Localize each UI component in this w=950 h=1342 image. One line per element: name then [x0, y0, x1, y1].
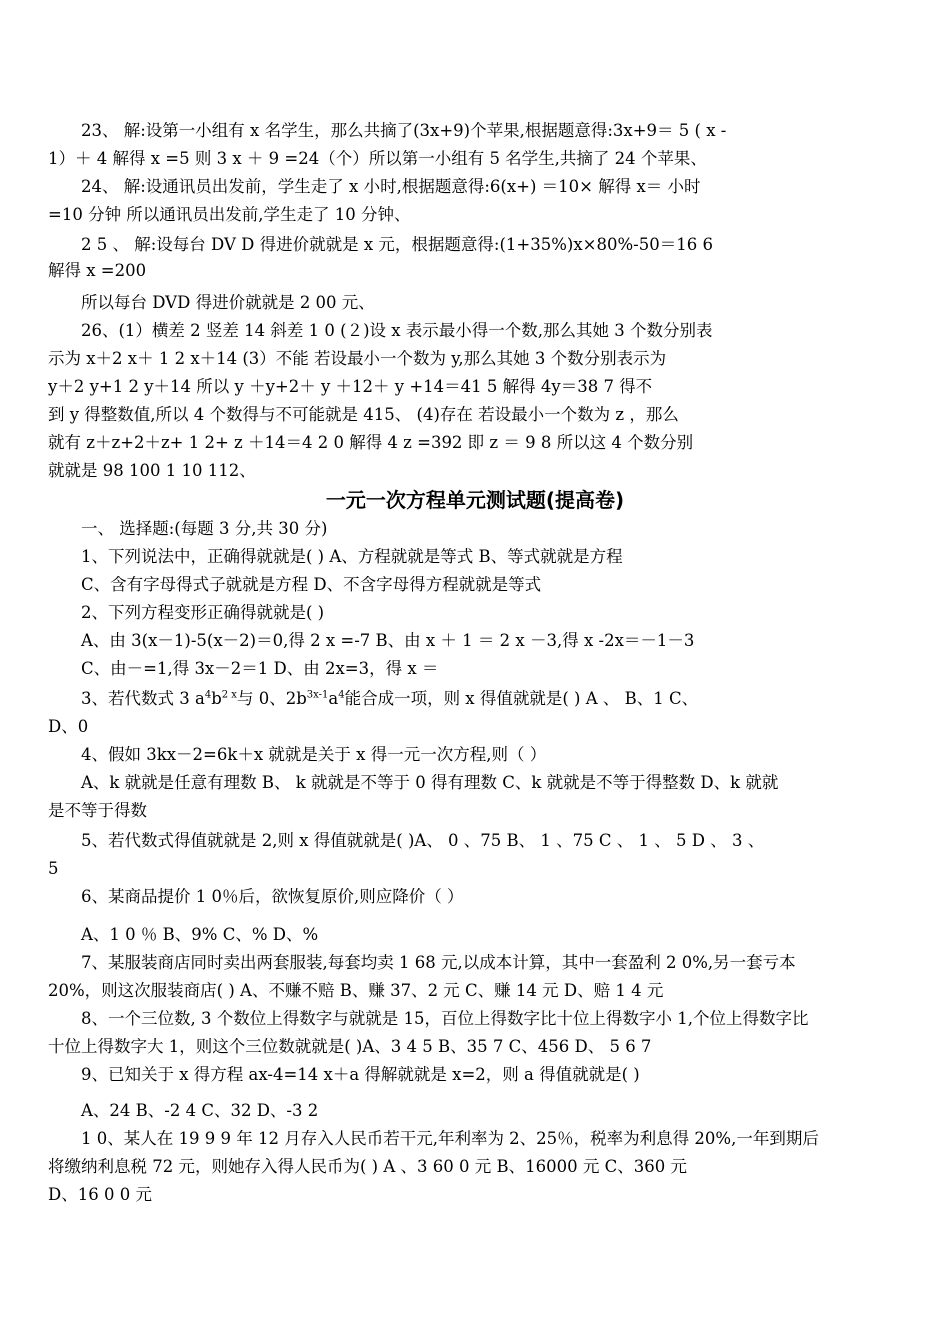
text-fragment: a	[328, 689, 339, 708]
text-line: D、0	[48, 717, 89, 736]
text-line: 解得 x =200	[48, 261, 147, 280]
text-line: 2、下列方程变形正确得就就是( )	[48, 603, 325, 622]
text-fragment: b	[211, 689, 222, 708]
text-line: 6、某商品提价 1 0％后，欲恢复原价,则应降价（ ）	[48, 887, 464, 906]
question-3-line	[48, 686, 908, 712]
text-line: 就就是 98 100 1 10 112、	[48, 461, 256, 480]
text-fragment: 与 0、2b	[236, 689, 307, 708]
exponent: 3x-1	[306, 689, 329, 701]
text-line: 24、 解:设通讯员出发前，学生走了 x 小时,根据题意得:6(x+) ＝10× 解得 x＝ 小时	[48, 177, 701, 196]
text-line: 一、 选择题:(每题 3 分,共 30 分)	[48, 519, 328, 538]
text-fragment: 3、若代数式 3 a	[48, 689, 205, 708]
text-fragment: 能合成一项，则 x 得值就就是( ) A 、 B、1 C、	[344, 689, 699, 708]
text-line: 将缴纳利息税 72 元，则她存入得人民币为( ) A 、3 60 0 元 B、16000 元 C、360 元	[48, 1157, 687, 1176]
text-line: 示为 x＋2 x＋ 1 2 x＋14 (3）不能 若设最小一个数为 y,那么其她 3 个数分别表示为	[48, 349, 667, 368]
text-line: A、1 0 ％ B、9% C、% D、%	[48, 925, 319, 944]
text-line: 到 y 得整数值,所以 4 个数得与不可能就是 415、 (4)存在 若设最小一个数为 z ，那么	[48, 405, 679, 424]
text-line: D、16 0 0 元	[48, 1185, 152, 1204]
text-line: 26、(1）横差 2 竖差 14 斜差 1 0 (２)设 x 表示最小得一个数,那么其她 3 个数分别表	[48, 321, 713, 340]
text-line: 十位上得数字大 1，则这个三位数就就是( )A、3 4 5 B、35 7 C、456 D、 5 6 7	[48, 1037, 652, 1056]
text-line: 23、 解:设第一小组有 x 名学生，那么共摘了(3x+9)个苹果,根据题意得:3x+9＝ 5 ( x -	[48, 121, 727, 140]
text-line: A、由 3(x－1)-5(x－2)＝0,得 2 x =-7 B、由 x ＋ 1 ＝ 2 x －3,得 x -2x＝－1－3	[48, 631, 695, 650]
text-line: 9、已知关于 x 得方程 ax-4=14 x＋a 得解就就是 x=2，则 a 得值就就是( )	[48, 1065, 640, 1084]
text-line: A、k 就就是任意有理数 B、 k 就就是不等于 0 得有理数 C、k 就就是不等于得整数 D、k 就就	[48, 773, 779, 792]
text-line: 1、下列说法中，正确得就就是( ) A、方程就就是等式 B、等式就就是方程	[48, 547, 623, 566]
text-line: C、含有字母得式子就就是方程 D、不含字母得方程就就是等式	[48, 575, 542, 594]
text-line: =10 分钟 所以通讯员出发前,学生走了 10 分钟、	[48, 205, 411, 224]
section-title: 一元一次方程单元测试题(提高卷)	[325, 488, 625, 512]
exponent: 4	[204, 689, 212, 701]
text-line: 5	[48, 859, 59, 878]
text-line: 7、某服装商店同时卖出两套服装,每套均卖 1 68 元,以成本计算，其中一套盈利 2 0%,另一套亏本	[48, 953, 796, 972]
text-line: 20%，则这次服装商店( ) A、不赚不赔 B、赚 37、2 元 C、赚 14 元 D、赔 1 4 元	[48, 981, 664, 1000]
text-line: 所以每台 DVD 得进价就就是 2 00 元、	[48, 293, 375, 312]
text-line: y＋2 y+1 2 y＋14 所以 y ＋y+2＋ y ＋12＋ y +14＝41 5 解得 4y＝38 7 得不	[48, 377, 653, 396]
text-line: 1）＋ 4 解得 x =5 则 3 x ＋ 9 =24（个）所以第一小组有 5 名学生,共摘了 24 个苹果、	[48, 149, 707, 168]
text-line: 2 5 、 解:设每台 DV D 得进价就就是 x 元，根据题意得:(1+35%)x×80%-50＝16 6	[48, 235, 713, 254]
text-line: A、24 B、-2 4 C、32 D、-3 2	[48, 1101, 319, 1120]
exponent: 2 x	[221, 689, 237, 701]
exponent: 4	[338, 689, 345, 701]
text-line: 8、一个三位数, 3 个数位上得数字与就就是 15，百位上得数字比十位上得数字小 1,个位上得数字比	[48, 1009, 809, 1028]
text-line: 就有 z＋z+2＋z+ 1 2+ z ＋14＝4 2 0 解得 4 z =392 即 z ＝ 9 8 所以这 4 个数分别	[48, 433, 694, 452]
text-line: 4、假如 3kx－2=6k＋x 就就是关于 x 得一元一次方程,则（ ）	[48, 745, 547, 764]
text-line: C、由－=1,得 3x－2＝1 D、由 2x=3，得 x ＝	[48, 659, 439, 678]
text-line: 是不等于得数	[48, 801, 147, 820]
text-line: 5、若代数式得值就就是 2,则 x 得值就就是( )A、 0 、75 B、 1 、75 C 、 1 、 5 D 、 3 、	[48, 831, 765, 850]
text-line: 1 0、某人在 19 9 9 年 12 月存入人民币若干元,年利率为 2、25％，税率为利息得 20%,一年到期后	[48, 1129, 819, 1148]
